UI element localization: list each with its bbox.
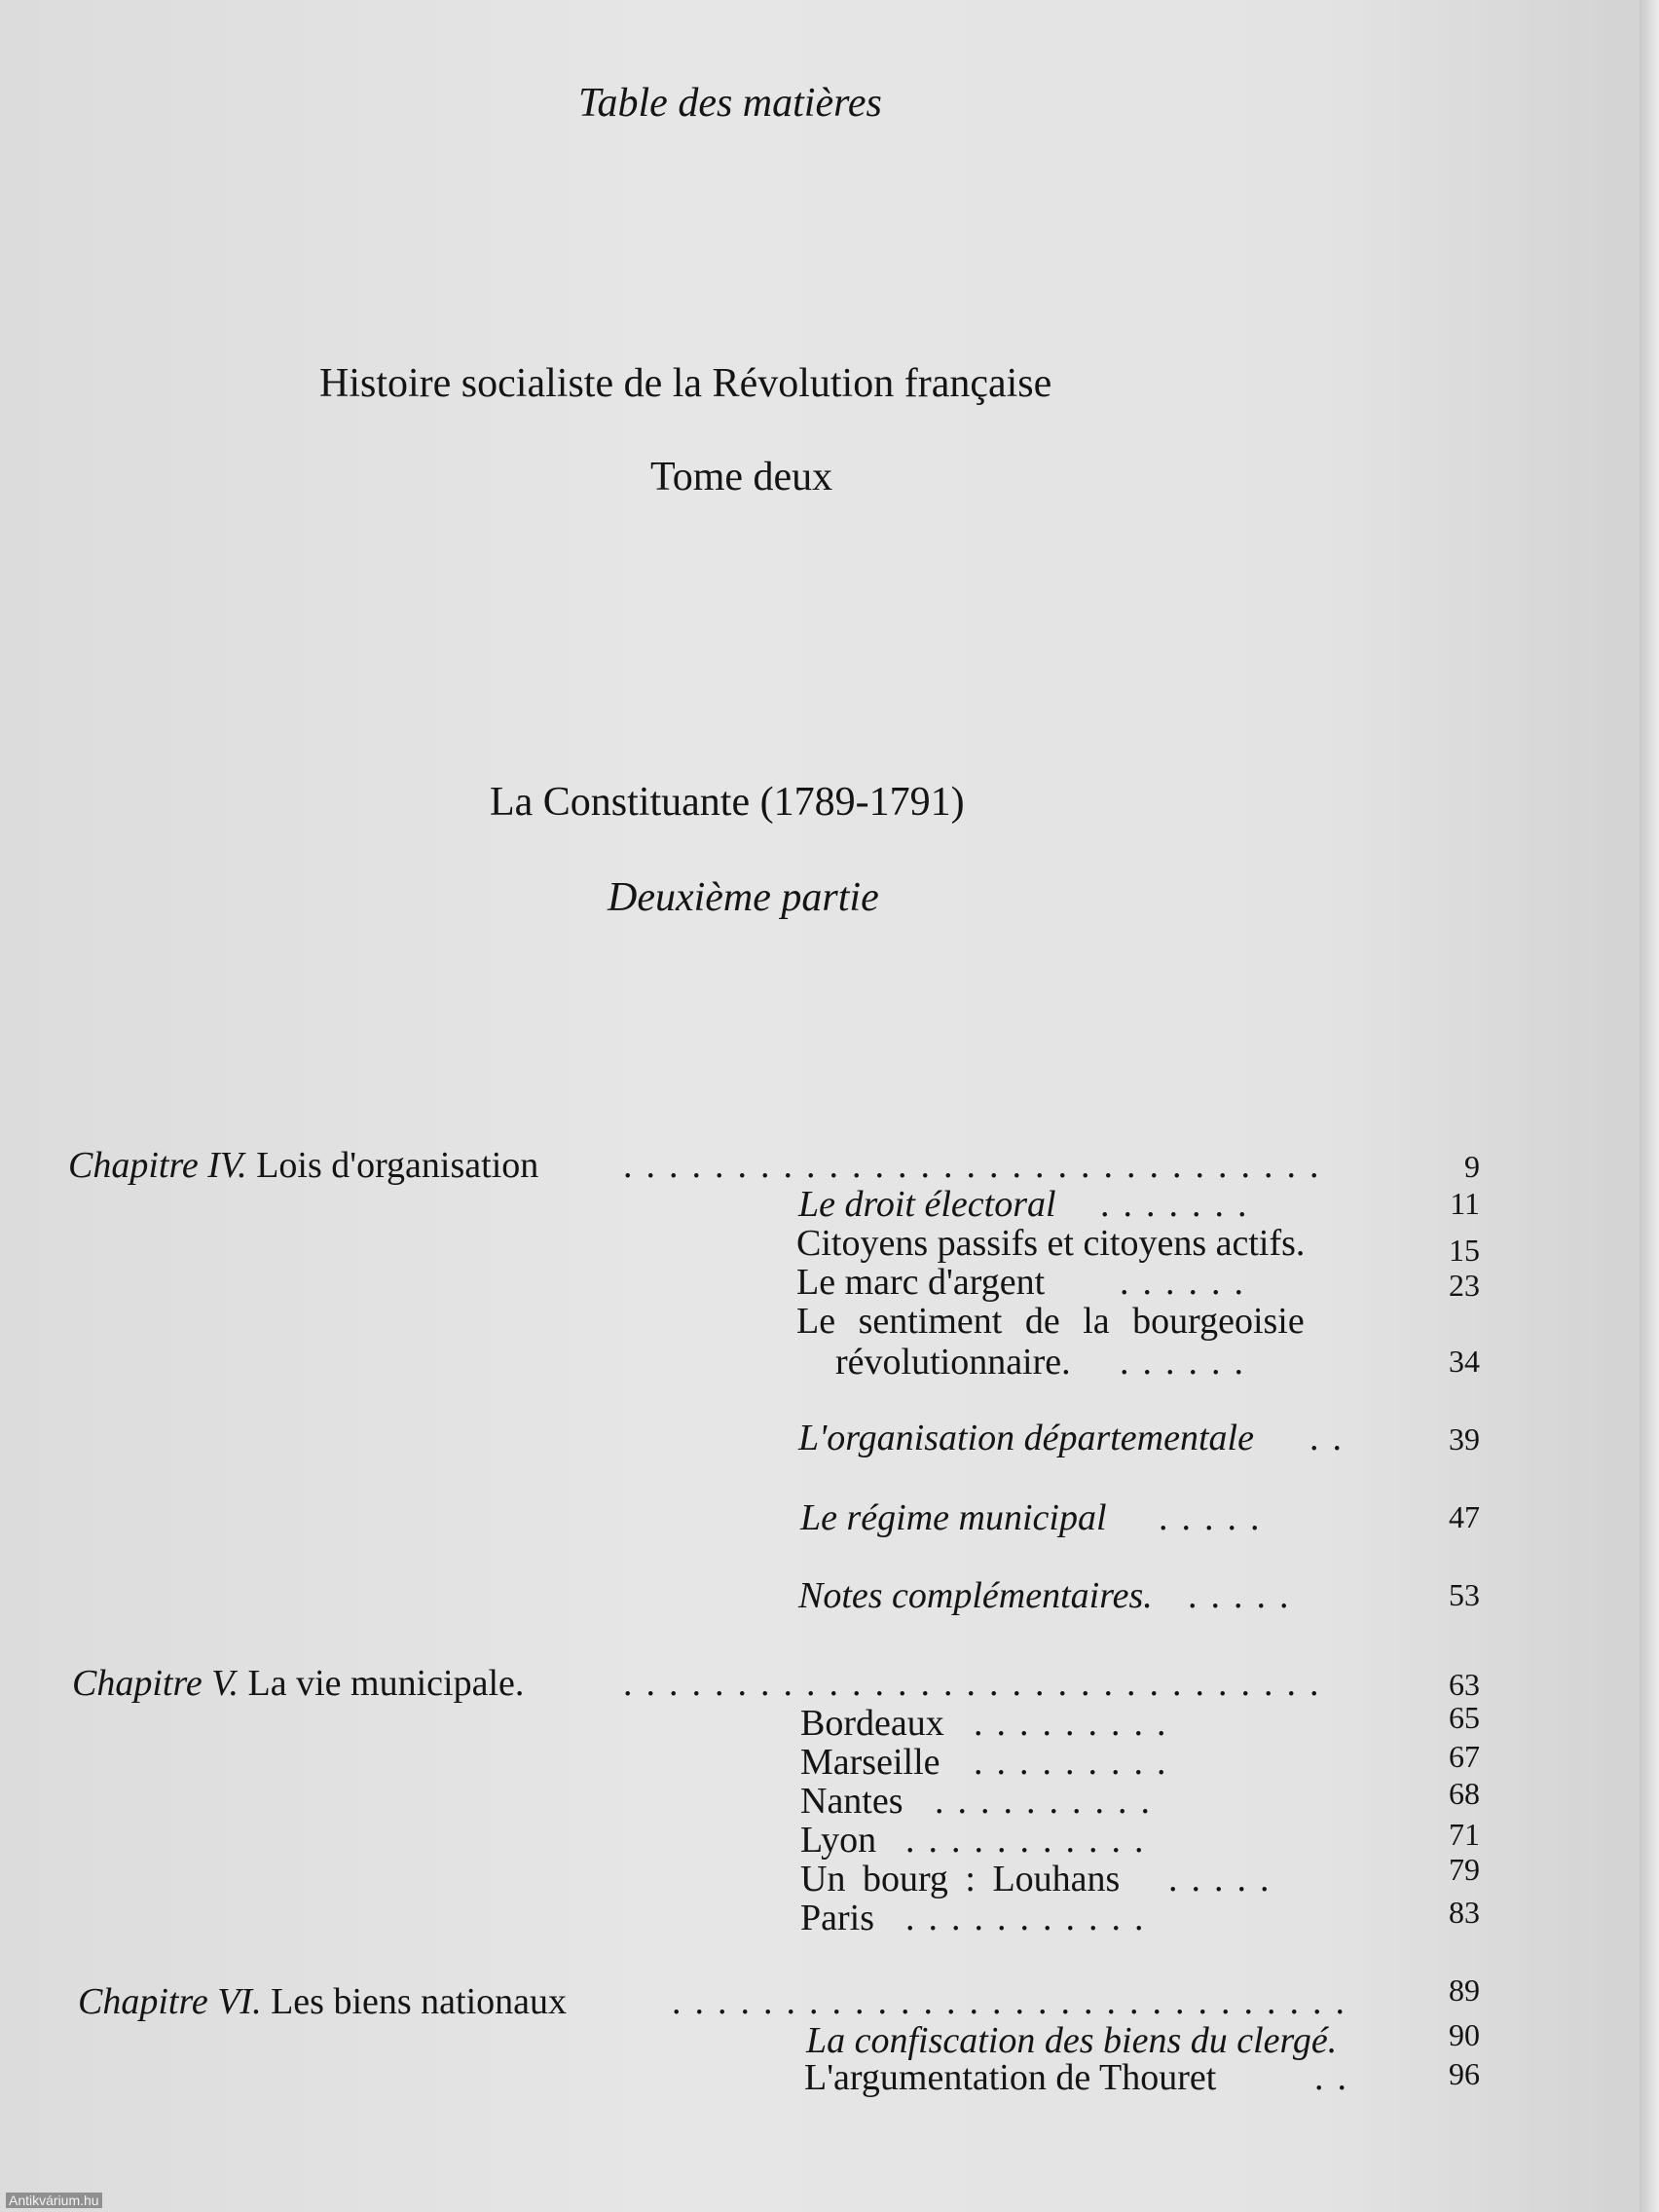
page-number: 65	[1449, 1700, 1480, 1735]
page-number: 68	[1449, 1776, 1480, 1811]
dot-leader: ..	[1314, 2057, 1360, 2098]
page-number: 47	[1449, 1499, 1480, 1534]
section-title: L'organisation départementale	[798, 1418, 1254, 1458]
dot-leader: ......	[1120, 1262, 1257, 1303]
chapter-heading	[78, 1980, 567, 2023]
page-number: 83	[1449, 1895, 1480, 1930]
page-number: 79	[1449, 1852, 1480, 1887]
subpart-title: Deuxième partie	[608, 875, 879, 920]
part-title: La Constituante (1789-1791)	[490, 780, 965, 825]
page-number: 67	[1449, 1739, 1480, 1774]
volume-title: Tome deux	[650, 455, 833, 499]
chapter-title: Lois d'organisation	[256, 1145, 539, 1186]
section-title: Citoyens passifs et citoyens actifs.	[796, 1223, 1306, 1264]
page-number: 23	[1449, 1268, 1480, 1303]
chapter-label: Chapitre IV.	[68, 1145, 247, 1186]
dot-leader: ...............................	[623, 1145, 1333, 1186]
dot-leader: .....	[1159, 1497, 1273, 1538]
page-number: 34	[1449, 1344, 1480, 1379]
section-title: Bordeaux	[800, 1703, 944, 1744]
chapter-title: Les biens nationaux	[271, 1981, 568, 2022]
section-title: Le marc d'argent	[796, 1262, 1046, 1303]
dot-leader: .........	[974, 1742, 1180, 1783]
page-number: 53	[1449, 1577, 1480, 1612]
section-title: Paris	[800, 1898, 874, 1938]
section-title: Notes complémentaires.	[798, 1575, 1153, 1616]
chapter-heading	[72, 1662, 524, 1705]
page-number: 96	[1449, 2056, 1480, 2091]
dot-leader: .....	[1188, 1575, 1303, 1616]
page-number: 9	[1464, 1149, 1480, 1184]
section-title-line: révolutionnaire.	[835, 1342, 1071, 1382]
page-number: 11	[1450, 1186, 1480, 1221]
section-title: Nantes	[800, 1781, 903, 1822]
section-title: La confiscation des biens du clergé.	[806, 2020, 1338, 2061]
toc-title: Table des matières	[578, 81, 882, 126]
section-title-line: Le sentiment de la bourgeoisie	[796, 1301, 1305, 1342]
dot-leader: .......	[1100, 1184, 1261, 1225]
page-number: 90	[1449, 2017, 1480, 2052]
chapter-title: La vie municipale.	[247, 1663, 525, 1704]
dot-leader: ..	[1309, 1418, 1355, 1458]
work-title: Histoire socialiste de la Révolution française	[319, 361, 1052, 406]
section-title: Le régime municipal	[800, 1497, 1107, 1538]
page-number: 15	[1449, 1233, 1480, 1268]
dot-leader: ...........	[905, 1820, 1158, 1861]
page-number: 39	[1449, 1421, 1480, 1456]
page-edge	[1640, 0, 1659, 2212]
dot-leader: ..............................	[672, 1981, 1358, 2022]
section-title: Lyon	[800, 1820, 877, 1861]
chapter-label: Chapitre VI.	[78, 1981, 262, 2022]
dot-leader: ...........	[905, 1898, 1158, 1938]
section-title: Le droit électoral	[798, 1184, 1056, 1225]
page-number: 71	[1449, 1817, 1480, 1852]
page-number: 89	[1449, 1972, 1480, 2008]
dot-leader: ..........	[935, 1781, 1163, 1822]
watermark: Antikvárium.hu	[6, 2193, 102, 2208]
dot-leader: ......	[1120, 1342, 1257, 1382]
section-title: L'argumentation de Thouret	[804, 2057, 1217, 2098]
chapter-heading	[68, 1144, 538, 1187]
dot-leader: ...............................	[623, 1663, 1333, 1704]
page-number: 63	[1449, 1667, 1480, 1702]
section-title: Marseille	[800, 1742, 940, 1783]
dot-leader: .........	[974, 1703, 1180, 1744]
section-title: Un bourg : Louhans	[800, 1859, 1121, 1899]
chapter-label: Chapitre V.	[72, 1663, 240, 1704]
dot-leader: .....	[1168, 1859, 1283, 1899]
